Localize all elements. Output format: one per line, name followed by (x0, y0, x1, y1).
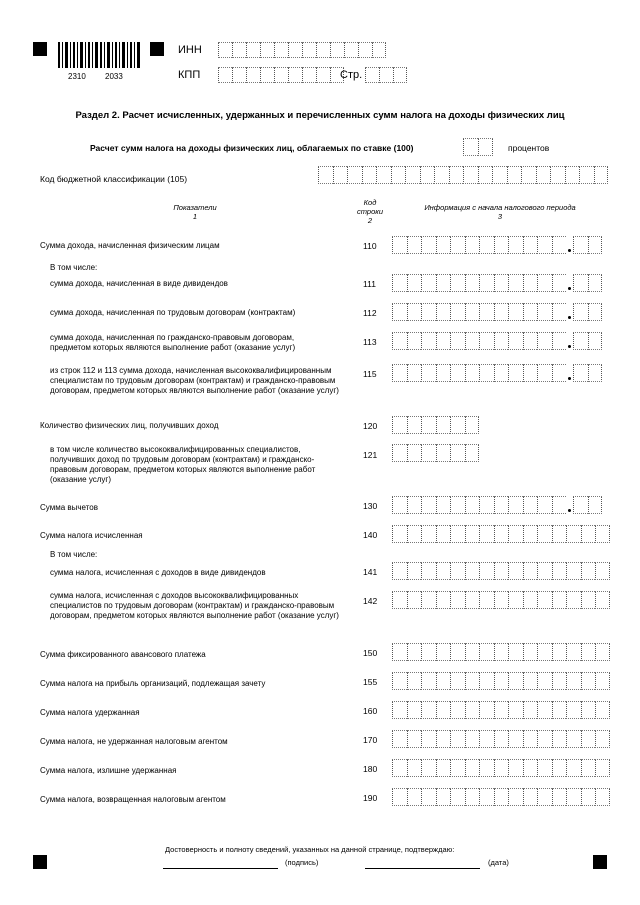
row-field-170[interactable] (392, 730, 610, 748)
row-field-180[interactable] (392, 759, 610, 777)
row-code-130: 130 (363, 501, 378, 511)
row-field-110[interactable] (392, 236, 602, 254)
column-header-indicators: Показатели 1 (173, 203, 217, 221)
row-code-120: 120 (363, 421, 378, 431)
row-field-120[interactable] (392, 416, 479, 434)
row-label-142: сумма налога, исчисленная с доходов высококвалифицированных специалистов по трудовым договорам (контрактам) и гражданско-правовым договорам, предметом которых являются выполнение работ (оказание услуг) (50, 591, 339, 620)
row-field-115[interactable] (392, 364, 602, 382)
row-field-190[interactable] (392, 788, 610, 806)
row-code-111: 111 (363, 279, 376, 289)
row-label-in-that-number-2: В том числе: (50, 550, 98, 559)
signature-label: (подпись) (285, 858, 319, 867)
rate-unit: процентов (508, 143, 550, 153)
row-field-150[interactable] (392, 643, 610, 661)
row-label-110: Сумма дохода, начисленная физическим лицам (40, 241, 220, 250)
row-label-170: Сумма налога, не удержанная налоговым агентом (40, 737, 228, 746)
row-field-141[interactable] (392, 562, 610, 580)
row-label-120: Количество физических лиц, получивших доход (40, 421, 219, 430)
registration-marker-bottom-left (33, 855, 47, 869)
rate-label: Расчет сумм налога на доходы физических лиц, облагаемых по ставке (100) (90, 143, 414, 153)
row-code-160: 160 (363, 706, 378, 716)
kpp-label: КПП (178, 69, 201, 81)
row-label-140: Сумма налога исчисленная (40, 531, 143, 540)
barcode-number-left: 2310 (68, 72, 86, 81)
row-label-113: сумма дохода, начисленная по гражданско-правовым договорам, предметом которых являются выполнение работ (оказание услуг) (50, 333, 296, 352)
row-label-160: Сумма налога удержанная (40, 708, 140, 717)
section-title: Раздел 2. Расчет исчисленных, удержанных и перечисленных сумм налога на доходы физических лиц (75, 110, 565, 121)
signature-line[interactable] (163, 868, 278, 869)
row-code-155: 155 (363, 677, 378, 687)
row-label-112: сумма дохода, начисленная по трудовым договорам (контрактам) (50, 308, 296, 317)
row-code-110: 110 (363, 241, 377, 251)
row-field-142[interactable] (392, 591, 610, 609)
row-code-115: 115 (363, 369, 377, 379)
row-label-155: Сумма налога на прибыль организаций, подлежащая зачету (40, 679, 266, 688)
column-header-code: Код строки 2 (357, 198, 383, 225)
row-code-142: 142 (363, 596, 378, 606)
rate-field[interactable] (463, 138, 493, 156)
row-code-170: 170 (363, 735, 378, 745)
row-code-121: 121 (363, 450, 378, 460)
row-field-111[interactable] (392, 274, 602, 292)
row-label-130: Сумма вычетов (40, 503, 98, 512)
row-label-190: Сумма налога, возвращенная налоговым агентом (40, 795, 226, 804)
kbk-label: Код бюджетной классификации (105) (40, 174, 188, 184)
kpp-field[interactable] (218, 67, 344, 83)
row-code-141: 141 (363, 567, 378, 577)
row-field-130[interactable] (392, 496, 602, 514)
row-field-113[interactable] (392, 332, 602, 350)
row-label-111: сумма дохода, начисленная в виде дивидендов (50, 279, 228, 288)
row-field-121[interactable] (392, 444, 479, 462)
page-number-field[interactable] (365, 67, 407, 83)
row-field-155[interactable] (392, 672, 610, 690)
row-code-180: 180 (363, 764, 378, 774)
inn-label: ИНН (178, 44, 202, 56)
row-label-in-that-number: В том числе: (50, 263, 98, 272)
row-label-121: в том числе количество высококвалифицированных специалистов, получивших доход по трудовым договорам (контрактам) и гражданско-правовым договорам, предметом которых являются выполнение работ (оказание услуг) (50, 445, 316, 484)
row-code-190: 190 (363, 793, 378, 803)
row-code-140: 140 (363, 530, 378, 540)
barcode-number-right: 2033 (105, 72, 123, 81)
barcode (58, 42, 142, 68)
inn-field[interactable] (218, 42, 386, 58)
row-code-112: 112 (363, 308, 377, 318)
row-field-140[interactable] (392, 525, 610, 543)
date-label: (дата) (488, 858, 509, 867)
registration-marker-top-center (150, 42, 164, 56)
row-field-160[interactable] (392, 701, 610, 719)
registration-marker-bottom-right (593, 855, 607, 869)
row-label-150: Сумма фиксированного авансового платежа (40, 650, 206, 659)
row-label-180: Сумма налога, излишне удержанная (40, 766, 177, 775)
kbk-field[interactable] (318, 166, 608, 184)
date-line[interactable] (365, 868, 480, 869)
row-field-112[interactable] (392, 303, 602, 321)
page-label: Стр. (340, 69, 363, 81)
row-code-150: 150 (363, 648, 378, 658)
registration-marker-top-left (33, 42, 47, 56)
confirmation-text: Достоверность и полноту сведений, указанных на данной странице, подтверждаю: (165, 845, 455, 854)
row-label-141: сумма налога, исчисленная с доходов в виде дивидендов (50, 568, 266, 577)
column-header-info: Информация с начала налогового периода 3 (424, 203, 576, 221)
row-label-115: из строк 112 и 113 сумма дохода, начисленная высококвалифицированным специалистам по трудовым договорам (контрактам) и гражданско-правовым договорам, предметом которых являются выполнение работ (оказание услуг) (50, 366, 339, 395)
row-code-113: 113 (363, 337, 377, 347)
